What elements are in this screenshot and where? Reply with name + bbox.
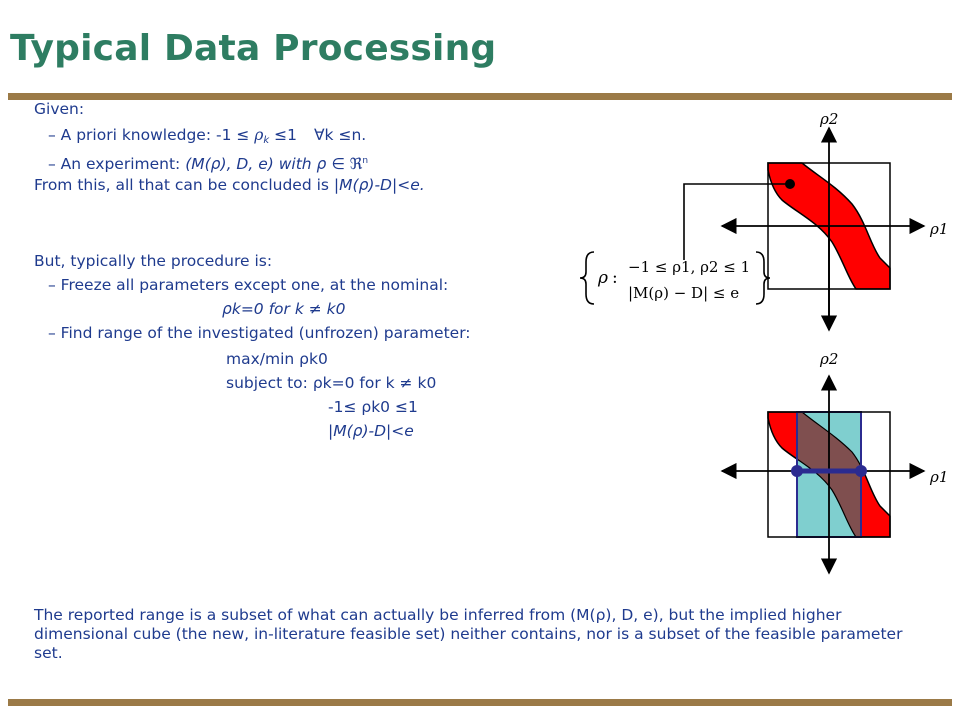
bottom-rho2-label: ρ2 <box>820 350 839 368</box>
constraint-math: |M(ρ)-D|<e <box>328 422 414 440</box>
top-rho1-label: ρ1 <box>930 220 949 238</box>
conclusion-prefix: From this, all that can be concluded is <box>34 176 334 194</box>
prior-forall: ∀k ≤n. <box>313 126 367 144</box>
top-rho2-label: ρ2 <box>820 110 839 128</box>
set-line2: |M(ρ) − D| ≤ e <box>628 284 740 302</box>
given-label: Given: <box>34 100 85 118</box>
nominal-math: ρk=0 for k ≠ k0 <box>222 300 346 318</box>
range-min-dot <box>791 465 803 477</box>
set-rho: ρ <box>598 268 608 288</box>
prior-mid: ≤1 <box>274 126 298 144</box>
experiment-with: with ρ ∈ ℜ <box>273 155 363 174</box>
pointer-line <box>684 184 790 260</box>
range-max-dot <box>855 465 867 477</box>
set-colon: : <box>612 268 618 288</box>
bottom-paragraph: The reported range is a subset of what can actually be inferred from (M(ρ), D, e), but the implied higher dimensional cube (the new, in-literature feasible set) neither contains, nor is a subset of the feasible parameter set. <box>34 606 903 662</box>
experiment-prefix: – An experiment: <box>48 155 186 174</box>
prior-k: k <box>263 135 270 146</box>
prior-prefix: – A priori knowledge: -1 <box>48 126 232 144</box>
prior-rho: ρ <box>254 126 264 144</box>
procedure-intro: But, typically the procedure is: <box>34 252 273 270</box>
experiment-n: n <box>362 156 369 166</box>
set-line1: −1 ≤ ρ1, ρ2 ≤ 1 <box>628 258 751 276</box>
bottom-diagram <box>722 350 948 573</box>
experiment-math: (M(ρ), D, e) <box>185 155 274 174</box>
set-left-brace <box>580 252 594 304</box>
bottom-rho1-label: ρ1 <box>930 468 949 486</box>
maxmin-line: max/min ρk0 <box>226 350 328 368</box>
bound-line: -1≤ ρk0 ≤1 <box>328 398 418 416</box>
conclusion-math: |M(ρ)-D|<e. <box>333 176 425 194</box>
find-range-line: – Find range of the investigated (unfrozen) parameter: <box>48 324 471 342</box>
prior-knowledge-line: – A priori knowledge: $-1 \le \rho_k \le 1$ ∀k ≤n. <box>48 126 367 146</box>
pointer-dot <box>785 179 795 189</box>
page-title: Typical Data Processing <box>10 28 497 69</box>
freeze-line: – Freeze all parameters except one, at the nominal: <box>48 276 449 294</box>
subject-to-line: subject to: ρk=0 for k ≠ k0 <box>226 374 437 392</box>
set-definition <box>580 252 770 304</box>
